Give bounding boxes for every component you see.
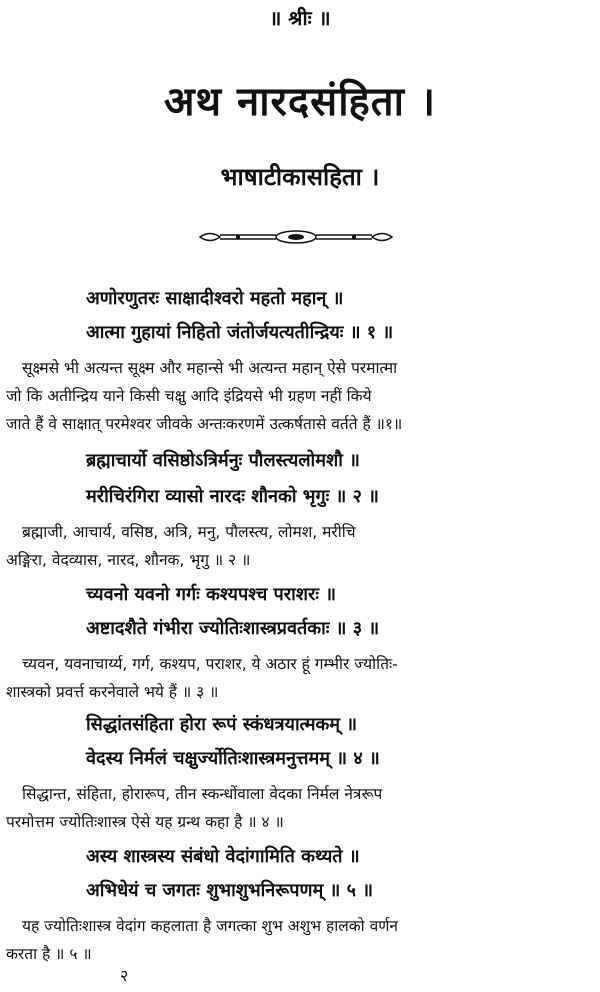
- subtitle: भाषाटीकासहिता ।: [220, 163, 380, 191]
- commentary-line: सिद्धान्त, संहिता, होरारूप, तीन स्कन्धोंवाला वेदका निर्मल नेत्ररूप: [22, 785, 383, 803]
- verse-line: वेदस्य निर्मलं चक्षुर्ज्योतिःशास्त्रमनुत्तमम् ॥ ४ ॥: [86, 748, 380, 769]
- commentary-line: च्यवन, यवनाचार्य्य, गर्ग, कश्यप, पराशर, ये अठार हूं गम्भीर ज्योतिः-: [22, 655, 398, 673]
- verse-line: अष्टादशैते गंभीरा ज्योतिःशास्त्रप्रवर्तकाः ॥ ३ ॥: [86, 618, 380, 639]
- ornament-divider-icon: [196, 228, 396, 246]
- verse-line: आत्मा गुहायां निहितो जंतोर्जयत्यतीन्द्रियः ॥ १ ॥: [86, 322, 394, 343]
- commentary-line: सूक्ष्मसे भी अत्यन्त सूक्ष्म और महान्से भी अत्यन्त महान् ऐसे परमात्मा: [22, 359, 398, 377]
- commentary-line: करता है ॥ ५ ॥: [6, 945, 92, 963]
- folio-signature: २: [120, 966, 129, 985]
- verse-line: च्यवनो यवनो गर्गः कश्यपश्च पराशरः ॥: [86, 584, 337, 605]
- commentary-line: शास्त्रको प्रवर्त्त करनेवाले भये हैं ॥ ३ ॥: [6, 683, 219, 701]
- commentary-line: जो कि अतीन्द्रिय याने किसी चक्षु आदि इंद्रियसे भी ग्रहण नहीं किये: [6, 387, 372, 405]
- verse-line: सिद्धांतसंहिता होरा रूपं स्कंधत्रयात्मकम् ॥: [86, 714, 358, 735]
- verse-line: मरीचिरंगिरा व्यासो नारदः शौनको भृगुः ॥ २ ॥: [86, 486, 379, 507]
- verse-line: ब्रह्माचार्यो वसिष्ठोऽत्रिर्मनुः पौलस्त्यलोमशौ ॥: [86, 450, 360, 471]
- invocation: ॥ श्रीः ॥: [269, 6, 331, 30]
- commentary-line: ब्रह्माजी, आचार्य, वसिष्ठ, अत्रि, मनु, पौलस्त्य, लोमश, मरीचि: [22, 523, 356, 541]
- verse-line: अणोरणुतरः साक्षादीश्वरो महतो महान् ॥: [86, 288, 344, 309]
- verse-line: अस्य शास्त्रस्य संबंधो वेदांगामिति कथ्यते ॥: [86, 846, 360, 867]
- commentary-line: जाते हैं वे साक्षात् परमेश्वर जीवके अन्तःकरणमें उत्कर्षतासे वर्तते हैं ॥१॥: [6, 415, 403, 433]
- commentary-line: परमोत्तम ज्योतिःशास्त्र ऐसे यह ग्रन्थ कहा है ॥ ४ ॥: [6, 813, 284, 831]
- page-title: अथ नारदसंहिता ।: [163, 79, 437, 125]
- commentary-line: यह ज्योतिःशास्त्र वेदांग कहलाता है जगत्का शुभ अशुभ हालको वर्णन: [22, 917, 399, 935]
- commentary-line: अङ्गिरा, वेदव्यास, नारद, शौनक, भृगु ॥ २ ॥: [6, 551, 251, 569]
- verse-line: अभिधेयं च जगतः शुभाशुभनिरूपणम् ॥ ५ ॥: [86, 880, 374, 901]
